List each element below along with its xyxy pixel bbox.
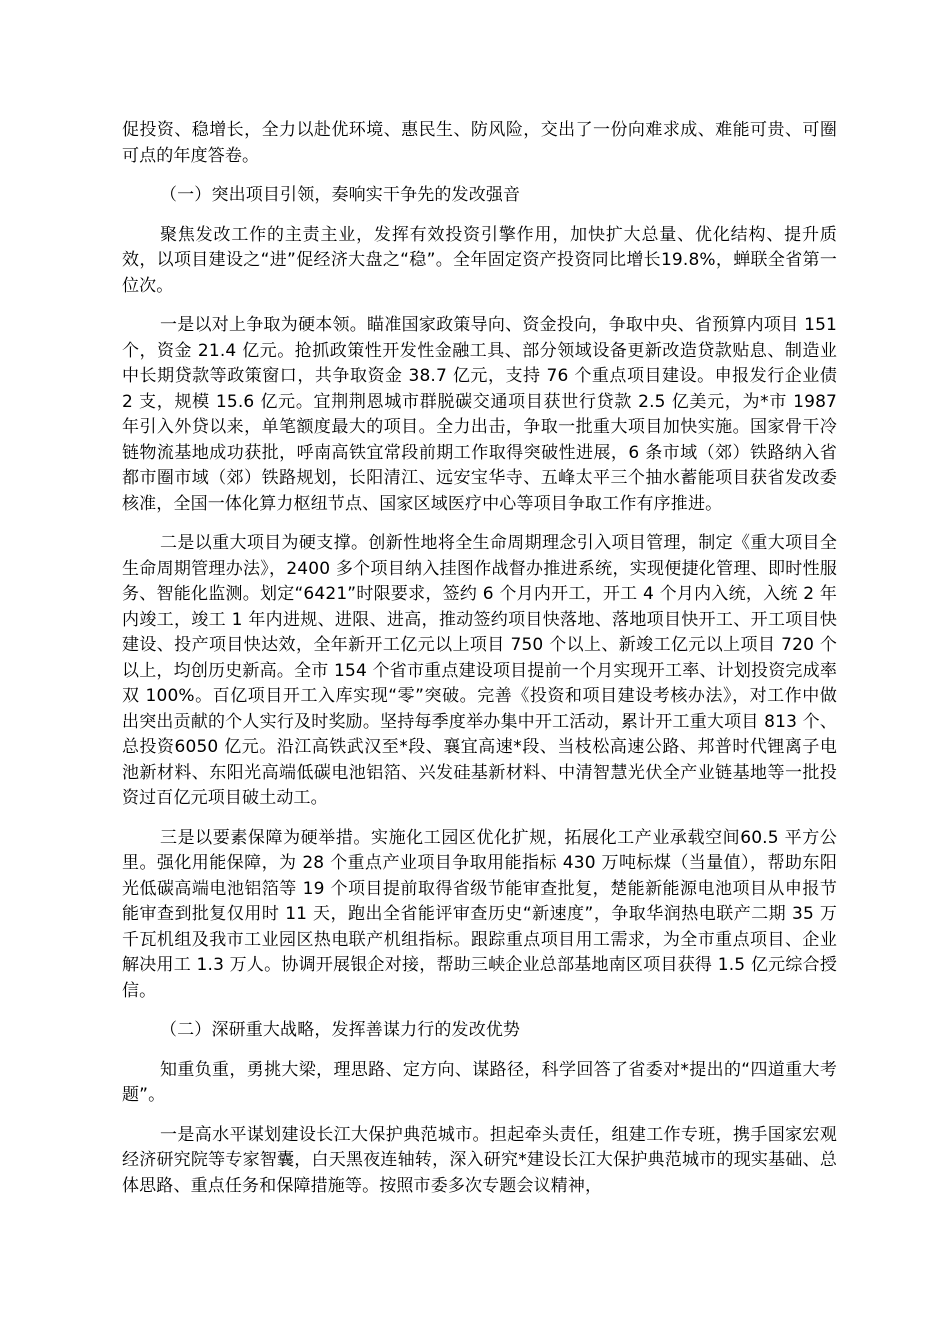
paragraph-yangtze-protection: 一是高水平谋划建设长江大保护典范城市。担起牵头责任，组建工作专班，携手国家宏观经济研究院等专家智囊，白天黑夜连轴转，深入研究*建设长江大保护典范城市的现实基础、总体思路、重点任务和保障措施等。按照市委多次专题会议精神， — [122, 1124, 837, 1196]
section-heading-1: （一）突出项目引领，奏响实干争先的发改强音 — [160, 185, 521, 205]
paragraph-intro-continued: 促投资、稳增长，全力以赴优环境、惠民生、防风险，交出了一份向难求成、难能可贵、可圈可点的年度答卷。 — [122, 120, 837, 166]
paragraph-factor-guarantee: 三是以要素保障为硬举措。实施化工园区优化扩规，拓展化工产业承载空间60.5 平方公里。强化用能保障，为 28 个重点产业项目争取用能指标 430 万吨标煤（当量值），帮助东阳光低碳高端电池铝箔等 19 个项目提前取得省级节能审查批复，楚能新能源电池项目从申报节能审查到批复仅用时 11 天，跑出全省能评审查历史“新速度”，争取华润热电联产二期 35 万千瓦机组及我市工业园区热电联产机组指标。跟踪重点项目用工需求，为全市重点项目、企业解决用工 1.3 万人。协调开展银企对接，帮助三峡企业总部基地南区项目获得 1.5 亿元综合授信。 — [122, 827, 837, 1001]
paragraph-major-projects: 二是以重大项目为硬支撑。创新性地将全生命周期理念引入项目管理，制定《重大项目全生命周期管理办法》，2400 多个项目纳入挂图作战督办推进系统，实现便捷化管理、即时性服务、智能化监测。划定“6421”时限要求，签约 6 个月内开工，开工 4 个月内入统，入统 2 年内竣工，竣工 1 年内进规、进限、进高，推动签约项目快落地、落地项目快开工、开工项目快建设、投产项目快达效，全年新开工亿元以上项目 750 个以上、新竣工亿元以上项目 720 个以上，均创历史新高。全市 154 个省市重点建设项目提前一个月实现开工率、计划投资完成率双 100%。百亿项目开工入库实现“零”突破。完善《投资和项目建设考核办法》，对工作中做出突出贡献的个人实行及时奖励。坚持每季度举办集中开工活动，累计开工重大项目 813 个、总投资6050 亿元。沿江高铁武汉至*段、襄宜高速*段、当枝松高速公路、邦普时代锂离子电池新材料、东阳光高端低碳电池铝箔、兴发硅基新材料、中清智慧光伏全产业链基地等一批投资过百亿元项目破土动工。 — [122, 533, 837, 808]
paragraph-section1-summary: 聚焦发改工作的主责主业，发挥有效投资引擎作用，加快扩大总量、优化结构、提升质效，以项目建设之“进”促经济大盘之“稳”。全年固定资产投资同比增长19.8%，蝉联全省第一位次。 — [122, 224, 837, 296]
paragraph-funding: 一是以对上争取为硬本领。瞄准国家政策导向、资金投向，争取中央、省预算内项目 151 个，资金 21.4 亿元。抢抓政策性开发性金融工具、部分领域设备更新改造贷款贴息、制造业中长期贷款等政策窗口，共争取资金 38.7 亿元，支持 76 个重点项目建设。申报发行企业债 2 支，规模 15.6 亿元。宜荆荆恩城市群脱碳交通项目获世行贷款 2.5 亿美元，为*市 1987 年引入外贷以来，单笔额度最大的项目。全力出击，争取一批重大项目加快实施。国家骨干冷链物流基地成功获批，呼南高铁宜常段前期工作取得突破性进展，6 条市域（郊）铁路纳入省都市圈市域（郊）铁路规划，长阳清江、远安宝华寺、五峰太平三个抽水蓄能项目获省发改委核准，全国一体化算力枢纽节点、国家区域医疗中心等项目争取工作有序推进。 — [122, 315, 837, 514]
paragraph-section2-summary: 知重负重，勇挑大梁，理思路、定方向、谋路径，科学回答了省委对*提出的“四道重大考题”。 — [122, 1059, 837, 1105]
section-heading-2: （二）深研重大战略，发挥善谋力行的发改优势 — [160, 1020, 521, 1040]
